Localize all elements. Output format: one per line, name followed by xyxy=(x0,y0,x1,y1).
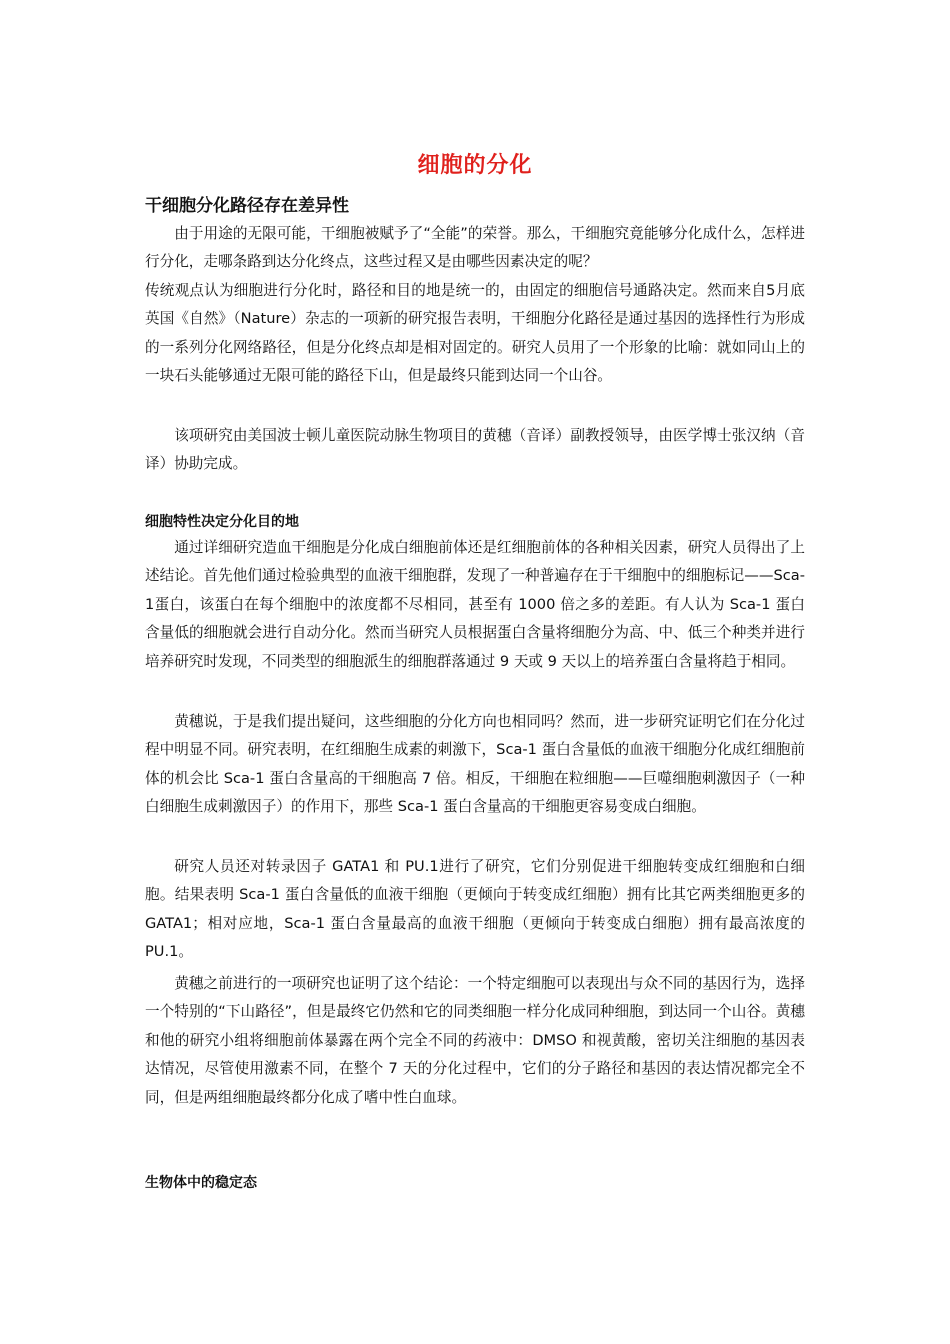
section2-paragraph-4: 黄穗之前进行的一项研究也证明了这个结论：一个特定细胞可以表现出与众不同的基因行为，选择一个特别的“下山路径”，但是最终它仍然和它的同类细胞一样分化成同种细胞，到达同一个山谷。黄穗和他的研究小组将细胞前体暴露在两个完全不同的药液中：DMSO 和视黄酸，密切关注细胞的基因表达情况，尽管使用激素不同，在整个 7 天的分化过程中，它们的分子路径和基因的表达情况都完全不同，但是两组细胞最终都分化成了嗜中性白血球。 xyxy=(145,975,805,1106)
section2-heading: 细胞特性决定分化目的地 xyxy=(145,514,299,530)
section1-heading: 干细胞分化路径存在差异性 xyxy=(145,196,349,216)
section2-paragraph-1: 通过详细研究造血干细胞是分化成白细胞前体还是红细胞前体的各种相关因素，研究人员得出了上述结论。首先他们通过检验典型的血液干细胞群，发现了一种普遍存在于干细胞中的细胞标记——Sca-1蛋白，该蛋白在每个细胞中的浓度都不尽相同，甚至有 1000 倍之多的差距。有人认为 Sca-1 蛋白含量低的细胞就会进行自动分化。然而当研究人员根据蛋白含量将细胞分为高、中、低三个种类并进行培养研究时发现，不同类型的细胞派生的细胞群落通过 9 天或 9 天以上的培养蛋白含量将趋于相同。 xyxy=(145,539,805,670)
section1-paragraph-3: 该项研究由美国波士顿儿童医院动脉生物项目的黄穗（音译）副教授领导，由医学博士张汉纳（音译）协助完成。 xyxy=(145,427,805,473)
document-title: 细胞的分化 xyxy=(417,153,533,178)
section2-paragraph-2: 黄穗说，于是我们提出疑问，这些细胞的分化方向也相同吗？然而，进一步研究证明它们在分化过程中明显不同。研究表明，在红细胞生成素的刺激下，Sca-1 蛋白含量低的血液干细胞分化成红细胞前体的机会比 Sca-1 蛋白含量高的干细胞高 7 倍。相反，干细胞在粒细胞——巨噬细胞刺激因子（一种白细胞生成刺激因子）的作用下，那些 Sca-1 蛋白含量高的干细胞更容易变成白细胞。 xyxy=(145,713,805,816)
section1-paragraph-2: 传统观点认为细胞进行分化时，路径和目的地是统一的，由固定的细胞信号通路决定。然而来自5月底英国《自然》（Nature）杂志的一项新的研究报告表明，干细胞分化路径是通过基因的选择性行为形成的一系列分化网络路径，但是分化终点却是相对固定的。研究人员用了一个形象的比喻：就如同山上的一块石头能够通过无限可能的路径下山，但是最终只能到达同一个山谷。 xyxy=(145,282,805,385)
section3-heading: 生物体中的稳定态 xyxy=(145,1175,257,1191)
section2-paragraph-3: 研究人员还对转录因子 GATA1 和 PU.1进行了研究，它们分别促进干细胞转变成红细胞和白细胞。结果表明 Sca-1 蛋白含量低的血液干细胞（更倾向于转变成红细胞）拥有比其它两类细胞更多的 GATA1；相对应地，Sca-1 蛋白含量最高的血液干细胞（更倾向于转变成白细胞）拥有最高浓度的 PU.1。 xyxy=(145,858,805,961)
section1-paragraph-1: 由于用途的无限可能，干细胞被赋予了“全能”的荣誉。那么，干细胞究竟能够分化成什么，怎样进行分化，走哪条路到达分化终点，这些过程又是由哪些因素决定的呢？ xyxy=(145,225,805,271)
